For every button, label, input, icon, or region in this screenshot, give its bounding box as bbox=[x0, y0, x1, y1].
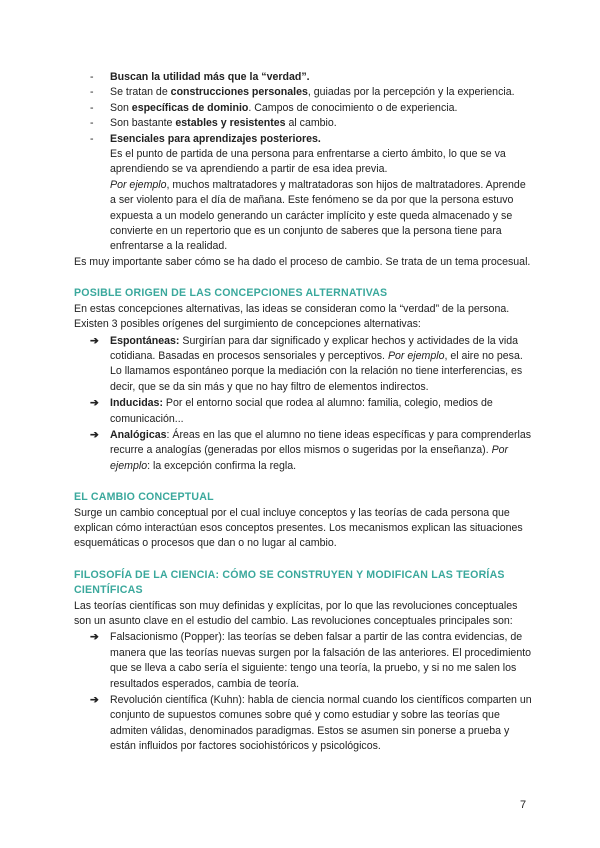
item-text: Falsacionismo (Popper): las teorías se deben falsar a partir de las contra evidencias, de manera que las teorías nuevas surgen por la falsación de las anteriores. El procedimiento que se lleva a cabo sería el siguiente: tengo una teoría, la pruebo, y si no me salen los resultados esperados, cambia de teoría. bbox=[110, 631, 532, 690]
important-text: Es muy importante saber cómo se ha dado el proceso de cambio. Se trata de un tema procesual. bbox=[74, 255, 531, 268]
section-heading-cambio: EL CAMBIO CONCEPTUAL bbox=[74, 491, 214, 504]
example-text: , muchos maltratadores y maltratadoras son hijos de maltratadores. Aprende a ser violento para el día de mañana. Este fenómeno se da por que la persona estuvo expuesta a un modelo generando un carácter implícito y este queda almacenado y se convierte en un repertorio que es un conjunto de saberes que la persona tiene para enfrentarse a la realidad. bbox=[110, 178, 526, 253]
item-text: Revolución científica (Kuhn): habla de ciencia normal cuando los científicos comparten un conjunto de supuestos comunes sobre qué y como estudiar y sobre las teorías que admiten válidas, denominados paradigmas. Estos se asumen sin ponerse a prueba y están influidos por factores sociohistóricos y psicológicos. bbox=[110, 694, 532, 753]
section-heading-filosofia: FILOSOFÍA DE LA CIENCIA: CÓMO SE CONSTRUYEN Y MODIFICAN LAS TEORÍAS CIENTÍFICAS bbox=[74, 568, 505, 597]
item-text: , el aire no pesa. Lo llamamos espontáneo porque la mediación con la relación no tiene interferencias, es decir, que se da sin más y que no hay filtro de elementos indirectos. bbox=[110, 349, 523, 393]
list-item bbox=[74, 630, 532, 692]
bullet-pre: Son bbox=[110, 101, 132, 114]
list-item bbox=[74, 70, 532, 85]
arrow-icon: ➔ bbox=[90, 334, 99, 347]
item-text: Surgirían para dar significado y explicar hechos y actividades de la vida cotidiana. Basadas en procesos sensoriales y perceptivos. bbox=[110, 334, 519, 362]
item-text: Por el entorno social que rodea al alumno: familia, colegio, medios de comunicación... bbox=[110, 397, 493, 425]
list-item bbox=[74, 334, 532, 396]
bullet-rest: al cambio. bbox=[285, 117, 337, 130]
bullet-bold: específicas de dominio bbox=[131, 101, 249, 114]
list-item bbox=[74, 116, 532, 131]
list-item bbox=[74, 85, 532, 100]
esenciales-text: Es el punto de partida de una persona para enfrentarse a cierto ámbito, lo que se va aprendiendo se va aprendiendo a partir de esa idea previa. bbox=[110, 148, 506, 176]
list-item bbox=[74, 428, 532, 474]
item-example-label: Por ejemplo bbox=[110, 444, 509, 472]
document-page bbox=[74, 70, 532, 755]
item-label: Espontáneas: bbox=[110, 334, 180, 347]
dash-bullet: - bbox=[90, 132, 94, 145]
arrow-icon: ➔ bbox=[90, 428, 99, 441]
dash-bullet: - bbox=[90, 117, 94, 130]
section-heading-origen: POSIBLE ORIGEN DE LAS CONCEPCIONES ALTERNATIVAS bbox=[74, 287, 388, 300]
list-item bbox=[74, 132, 532, 255]
list-item bbox=[74, 101, 532, 116]
dash-bullet: - bbox=[90, 86, 94, 99]
arrow-icon: ➔ bbox=[90, 631, 99, 644]
item-label: Inducidas: bbox=[110, 397, 163, 410]
item-text: : la excepción confirma la regla. bbox=[147, 459, 297, 472]
list-item bbox=[74, 396, 532, 427]
arrow-icon: ➔ bbox=[90, 397, 99, 410]
bullet-rest: , guiadas por la percepción y la experiencia. bbox=[307, 86, 515, 99]
section-intro: En estas concepciones alternativas, las ideas se consideran como la “verdad” de la persona. Existen 3 posibles orígenes del surgimiento de concepciones alternativas: bbox=[74, 302, 510, 331]
page-number: 7 bbox=[520, 799, 527, 811]
example-paragraph bbox=[110, 178, 532, 255]
item-example-label: Por ejemplo bbox=[387, 349, 445, 362]
bullet-pre: Son bastante bbox=[110, 117, 176, 130]
bullet-bold: estables y resistentes bbox=[175, 117, 286, 130]
arrow-icon: ➔ bbox=[90, 694, 99, 707]
list-item bbox=[74, 693, 532, 755]
section-text: Surge un cambio conceptual por el cual incluye conceptos y las teorías de cada persona que explican cómo interactúan esos conceptos presentes. Los mecanismos explican las situaciones esquemáticas o procesos que dan o no lugar al cambio. bbox=[74, 506, 523, 550]
bullet-pre: Se tratan de bbox=[110, 86, 171, 99]
item-text: : Áreas en las que el alumno no tiene ideas específicas y para comprenderlas recurre a analogías (generadas por ellos mismos o sugeridas por la enseñanza). bbox=[110, 428, 532, 457]
bullet-bold: construcciones personales bbox=[170, 86, 308, 99]
section-intro: Las teorías científicas son muy definidas y explícitas, por lo que las revoluciones conceptuales son un asunto clave en el estudio del cambio. Las revoluciones conceptuales principales son: bbox=[74, 599, 518, 627]
example-label: Por ejemplo bbox=[110, 178, 167, 191]
dash-bullet: - bbox=[90, 71, 94, 83]
bullet-rest: . Campos de conocimiento o de experiencia. bbox=[248, 101, 458, 114]
bullet-bold: Buscan la utilidad más que la “verdad”. bbox=[110, 71, 310, 83]
dash-bullet: - bbox=[90, 101, 94, 114]
bullet-bold: Esenciales para aprendizajes posteriores. bbox=[110, 132, 321, 145]
item-label: Analógicas bbox=[110, 428, 167, 441]
